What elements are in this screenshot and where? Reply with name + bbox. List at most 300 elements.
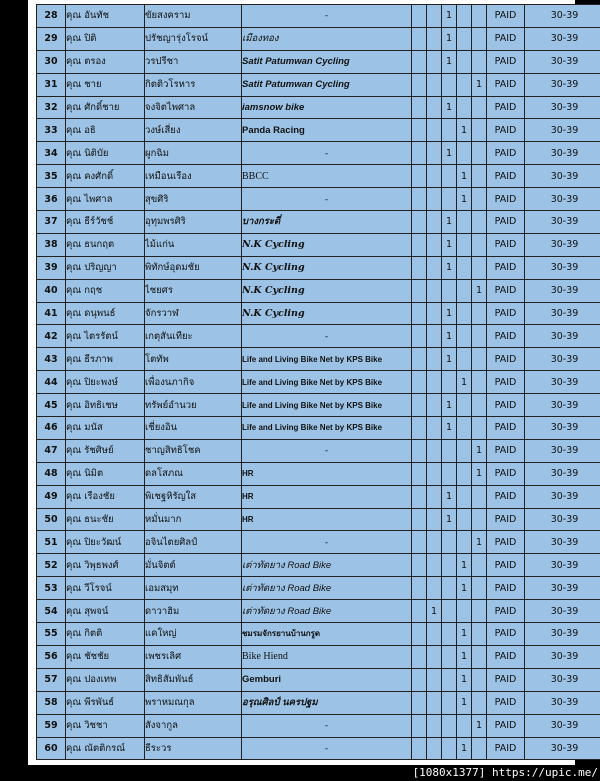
category-cell [427, 211, 442, 234]
age-group: 30-39 [525, 394, 600, 417]
first-name: คุณ ชาย [66, 73, 145, 96]
row-number: 47 [37, 439, 66, 462]
category-cell [472, 27, 487, 50]
category-cell [427, 96, 442, 119]
last-name: ดาวาฮิม [145, 600, 242, 623]
table-row [37, 531, 600, 554]
age-group: 30-39 [525, 325, 600, 348]
category-cell: 1 [442, 394, 457, 417]
first-name: คุณ สุพจน์ [66, 600, 145, 623]
team-label: N.K Cycling [242, 262, 305, 274]
first-name: คุณ ปองเทพ [66, 668, 145, 691]
age-group: 30-39 [525, 142, 600, 165]
row-number: 48 [37, 462, 66, 485]
last-name: ปรัชญารุ่งโรจน์ [145, 27, 242, 50]
team-label: Satit Patumwan Cycling [242, 56, 350, 68]
team-name [242, 96, 412, 119]
team-name [242, 73, 412, 96]
category-cell [442, 691, 457, 714]
category-cell [427, 325, 442, 348]
last-name: ทรัพย์อำนวย [145, 394, 242, 417]
first-name: คุณ วีโรจน์ [66, 577, 145, 600]
category-cell [427, 645, 442, 668]
row-number: 42 [37, 325, 66, 348]
team-name [242, 394, 412, 417]
category-cell [442, 531, 457, 554]
row-number: 55 [37, 623, 66, 646]
row-number: 59 [37, 714, 66, 737]
table-row [37, 119, 600, 142]
category-cell [472, 623, 487, 646]
category-cell [427, 233, 442, 256]
row-number: 43 [37, 348, 66, 371]
table-row [37, 188, 600, 211]
team-label: Satit Patumwan Cycling [242, 79, 350, 91]
category-cell [472, 211, 487, 234]
category-cell [412, 462, 427, 485]
table-row [37, 691, 600, 714]
category-cell [412, 371, 427, 394]
age-group: 30-39 [525, 348, 600, 371]
team-label: HR [242, 492, 254, 502]
category-cell [457, 27, 472, 50]
table-row [37, 462, 600, 485]
table-row [37, 142, 600, 165]
row-number: 39 [37, 256, 66, 279]
category-cell [427, 256, 442, 279]
category-cell: 1 [472, 279, 487, 302]
category-cell [427, 371, 442, 394]
category-cell [457, 394, 472, 417]
row-number: 53 [37, 577, 66, 600]
category-cell [427, 623, 442, 646]
team-label: iamsnow bike [242, 102, 305, 113]
last-name: ผูกฉิม [145, 142, 242, 165]
age-group: 30-39 [525, 485, 600, 508]
age-group: 30-39 [525, 371, 600, 394]
team-label: - [324, 194, 329, 205]
category-cell [442, 165, 457, 188]
category-cell [472, 142, 487, 165]
category-cell: 1 [442, 325, 457, 348]
table-row [37, 417, 600, 440]
category-cell [412, 50, 427, 73]
category-cell [472, 302, 487, 325]
team-label: - [324, 446, 329, 457]
team-name [242, 737, 412, 760]
row-number: 29 [37, 27, 66, 50]
category-cell [412, 5, 427, 28]
table-row [37, 439, 600, 462]
category-cell [412, 417, 427, 440]
payment-status: PAID [487, 600, 525, 623]
document-page [28, 0, 579, 765]
category-cell [427, 462, 442, 485]
category-cell [412, 279, 427, 302]
first-name: คุณ เรืองชัย [66, 485, 145, 508]
team-label: - [324, 331, 329, 342]
table-row [37, 577, 600, 600]
payment-status: PAID [487, 256, 525, 279]
age-group: 30-39 [525, 96, 600, 119]
category-cell [457, 256, 472, 279]
category-cell: 1 [442, 233, 457, 256]
category-cell [442, 668, 457, 691]
age-group: 30-39 [525, 737, 600, 760]
category-cell [457, 508, 472, 531]
first-name: คุณ อิทธิเชษ [66, 394, 145, 417]
team-name [242, 371, 412, 394]
team-name [242, 714, 412, 737]
age-group: 30-39 [525, 27, 600, 50]
last-name: เอมสมุท [145, 577, 242, 600]
participant-table-body [37, 5, 600, 760]
category-cell [427, 165, 442, 188]
team-label: อรุณศิลป์ นครปฐม [242, 697, 318, 709]
category-cell [412, 554, 427, 577]
category-cell: 1 [427, 600, 442, 623]
payment-status: PAID [487, 668, 525, 691]
category-cell [412, 668, 427, 691]
row-number: 34 [37, 142, 66, 165]
table-row [37, 668, 600, 691]
row-number: 54 [37, 600, 66, 623]
category-cell [427, 691, 442, 714]
category-cell [472, 394, 487, 417]
category-cell [472, 188, 487, 211]
age-group: 30-39 [525, 668, 600, 691]
category-cell [457, 233, 472, 256]
age-group: 30-39 [525, 623, 600, 646]
category-cell [457, 50, 472, 73]
team-name [242, 188, 412, 211]
team-label: - [324, 11, 329, 22]
row-number: 32 [37, 96, 66, 119]
category-cell [412, 302, 427, 325]
category-cell [412, 233, 427, 256]
category-cell [412, 737, 427, 760]
category-cell [442, 119, 457, 142]
category-cell [412, 119, 427, 142]
first-name: คุณ นิมิต [66, 462, 145, 485]
first-name: คุณ ตรอง [66, 50, 145, 73]
category-cell [427, 577, 442, 600]
category-cell: 1 [457, 623, 472, 646]
last-name: ชาญสิทธิโชค [145, 439, 242, 462]
category-cell [457, 600, 472, 623]
category-cell [472, 668, 487, 691]
last-name: เพื่องนภากิจ [145, 371, 242, 394]
category-cell [472, 96, 487, 119]
first-name: คุณ ศักดิ์ชาย [66, 96, 145, 119]
category-cell: 1 [472, 531, 487, 554]
last-name: ไชยศร [145, 279, 242, 302]
category-cell: 1 [457, 554, 472, 577]
category-cell [442, 279, 457, 302]
row-number: 49 [37, 485, 66, 508]
team-name [242, 256, 412, 279]
row-number: 41 [37, 302, 66, 325]
category-cell [442, 714, 457, 737]
category-cell [457, 325, 472, 348]
first-name: คุณ ปริญญา [66, 256, 145, 279]
first-name: คุณ วิพุธพงศ์ [66, 554, 145, 577]
category-cell [412, 27, 427, 50]
table-row [37, 645, 600, 668]
row-number: 44 [37, 371, 66, 394]
table-row [37, 325, 600, 348]
team-label: - [324, 148, 329, 159]
first-name: คุณ ปิติ [66, 27, 145, 50]
category-cell [427, 27, 442, 50]
last-name: อจินไตยศิลป์ [145, 531, 242, 554]
last-name: พิทักษ์อุดมชัย [145, 256, 242, 279]
category-cell [457, 439, 472, 462]
first-name: คุณ ไตรรัตน์ [66, 325, 145, 348]
category-cell [442, 73, 457, 96]
category-cell [427, 439, 442, 462]
category-cell [412, 348, 427, 371]
row-number: 36 [37, 188, 66, 211]
category-cell: 1 [457, 737, 472, 760]
last-name: วงษ์เสี่ยง [145, 119, 242, 142]
team-label: เมืองทอง [242, 33, 279, 45]
payment-status: PAID [487, 371, 525, 394]
team-label: Panda Racing [242, 124, 305, 136]
first-name: คุณ มนัส [66, 417, 145, 440]
category-cell [442, 188, 457, 211]
last-name: แคใหญ่ [145, 623, 242, 646]
row-number: 28 [37, 5, 66, 28]
table-row [37, 233, 600, 256]
category-cell [472, 5, 487, 28]
category-cell: 1 [442, 211, 457, 234]
category-cell [427, 554, 442, 577]
team-label: ชมรมจักรยานบ้านกรูด [242, 629, 321, 639]
table-row [37, 211, 600, 234]
table-row [37, 73, 600, 96]
category-cell [442, 554, 457, 577]
category-cell [457, 142, 472, 165]
first-name: คุณ พีรพันธ์ [66, 691, 145, 714]
payment-status: PAID [487, 233, 525, 256]
row-number: 38 [37, 233, 66, 256]
category-cell [427, 485, 442, 508]
row-number: 46 [37, 417, 66, 440]
category-cell [457, 417, 472, 440]
first-name: คุณ รัชศิษย์ [66, 439, 145, 462]
category-cell [412, 211, 427, 234]
payment-status: PAID [487, 142, 525, 165]
category-cell [412, 256, 427, 279]
payment-status: PAID [487, 439, 525, 462]
payment-status: PAID [487, 50, 525, 73]
category-cell [442, 439, 457, 462]
age-group: 30-39 [525, 531, 600, 554]
team-label: - [324, 537, 329, 548]
first-name: คุณ ปิยะวัฒน์ [66, 531, 145, 554]
last-name: วรปรีชา [145, 50, 242, 73]
first-name: คุณ ธีรภาพ [66, 348, 145, 371]
category-cell: 1 [457, 165, 472, 188]
category-cell [412, 577, 427, 600]
category-cell: 1 [442, 348, 457, 371]
table-row [37, 50, 600, 73]
category-cell: 1 [442, 256, 457, 279]
team-label: Bike Hiend [242, 651, 288, 663]
team-label: Gemburi [242, 674, 282, 686]
team-name [242, 439, 412, 462]
category-cell [427, 531, 442, 554]
category-cell: 1 [442, 27, 457, 50]
last-name: จักรวาฬ [145, 302, 242, 325]
age-group: 30-39 [525, 645, 600, 668]
age-group: 30-39 [525, 508, 600, 531]
category-cell [457, 211, 472, 234]
category-cell [412, 439, 427, 462]
payment-status: PAID [487, 691, 525, 714]
first-name: คุณ นิติบัย [66, 142, 145, 165]
team-name [242, 119, 412, 142]
team-name [242, 623, 412, 646]
team-label: N.K Cycling [242, 285, 305, 297]
team-name [242, 645, 412, 668]
category-cell: 1 [457, 577, 472, 600]
category-cell [472, 371, 487, 394]
category-cell [472, 348, 487, 371]
category-cell [472, 233, 487, 256]
last-name: พิเชฐหิรัญใส [145, 485, 242, 508]
last-name: มั่นจิตต์ [145, 554, 242, 577]
age-group: 30-39 [525, 439, 600, 462]
table-row [37, 279, 600, 302]
first-name: คุณ คงศักดิ์ [66, 165, 145, 188]
first-name: คุณ ปิยะพงษ์ [66, 371, 145, 394]
payment-status: PAID [487, 737, 525, 760]
team-name [242, 691, 412, 714]
category-cell [472, 485, 487, 508]
category-cell: 1 [457, 188, 472, 211]
payment-status: PAID [487, 508, 525, 531]
payment-status: PAID [487, 485, 525, 508]
category-cell [427, 279, 442, 302]
category-cell [472, 737, 487, 760]
age-group: 30-39 [525, 417, 600, 440]
team-name [242, 50, 412, 73]
participant-table [36, 4, 600, 760]
table-row [37, 302, 600, 325]
category-cell: 1 [442, 417, 457, 440]
age-group: 30-39 [525, 50, 600, 73]
category-cell [472, 508, 487, 531]
last-name: สังจากูล [145, 714, 242, 737]
age-group: 30-39 [525, 73, 600, 96]
category-cell [472, 600, 487, 623]
team-name [242, 600, 412, 623]
category-cell [442, 645, 457, 668]
payment-status: PAID [487, 279, 525, 302]
last-name: จงจิตไพศาล [145, 96, 242, 119]
table-row [37, 5, 600, 28]
last-name: สิทธิสัมพันธ์ [145, 668, 242, 691]
age-group: 30-39 [525, 714, 600, 737]
first-name: คุณ ชัชชัย [66, 645, 145, 668]
category-cell [457, 485, 472, 508]
payment-status: PAID [487, 96, 525, 119]
category-cell [412, 714, 427, 737]
row-number: 37 [37, 211, 66, 234]
table-row [37, 714, 600, 737]
category-cell [412, 691, 427, 714]
category-cell [442, 371, 457, 394]
category-cell [427, 50, 442, 73]
payment-status: PAID [487, 325, 525, 348]
category-cell [442, 600, 457, 623]
category-cell [412, 96, 427, 119]
payment-status: PAID [487, 348, 525, 371]
category-cell [412, 73, 427, 96]
category-cell [457, 714, 472, 737]
last-name: หมั่นมาก [145, 508, 242, 531]
category-cell [412, 165, 427, 188]
first-name: คุณ ดนุพนธ์ [66, 302, 145, 325]
age-group: 30-39 [525, 302, 600, 325]
category-cell: 1 [457, 119, 472, 142]
category-cell [427, 714, 442, 737]
team-label: - [324, 721, 329, 732]
row-number: 35 [37, 165, 66, 188]
category-cell: 1 [472, 439, 487, 462]
category-cell [472, 691, 487, 714]
last-name: เกตุสันเทียะ [145, 325, 242, 348]
category-cell [412, 531, 427, 554]
category-cell [427, 73, 442, 96]
team-name [242, 233, 412, 256]
category-cell: 1 [457, 645, 472, 668]
category-cell [427, 142, 442, 165]
first-name: คุณ อธิ [66, 119, 145, 142]
category-cell: 1 [457, 668, 472, 691]
team-name [242, 165, 412, 188]
category-cell [457, 348, 472, 371]
team-name [242, 485, 412, 508]
category-cell [427, 188, 442, 211]
category-cell: 1 [472, 714, 487, 737]
team-name [242, 554, 412, 577]
team-name [242, 211, 412, 234]
category-cell [412, 600, 427, 623]
category-cell [457, 5, 472, 28]
category-cell [427, 5, 442, 28]
age-group: 30-39 [525, 554, 600, 577]
category-cell [472, 256, 487, 279]
row-number: 30 [37, 50, 66, 73]
first-name: คุณ ณัตติกรณ์ [66, 737, 145, 760]
first-name: คุณ วิชชา [66, 714, 145, 737]
category-cell [427, 737, 442, 760]
category-cell [412, 623, 427, 646]
payment-status: PAID [487, 119, 525, 142]
payment-status: PAID [487, 623, 525, 646]
team-label: HR [242, 469, 254, 479]
category-cell [427, 302, 442, 325]
table-row [37, 371, 600, 394]
payment-status: PAID [487, 188, 525, 211]
category-cell [457, 302, 472, 325]
payment-status: PAID [487, 394, 525, 417]
team-name [242, 577, 412, 600]
row-number: 45 [37, 394, 66, 417]
